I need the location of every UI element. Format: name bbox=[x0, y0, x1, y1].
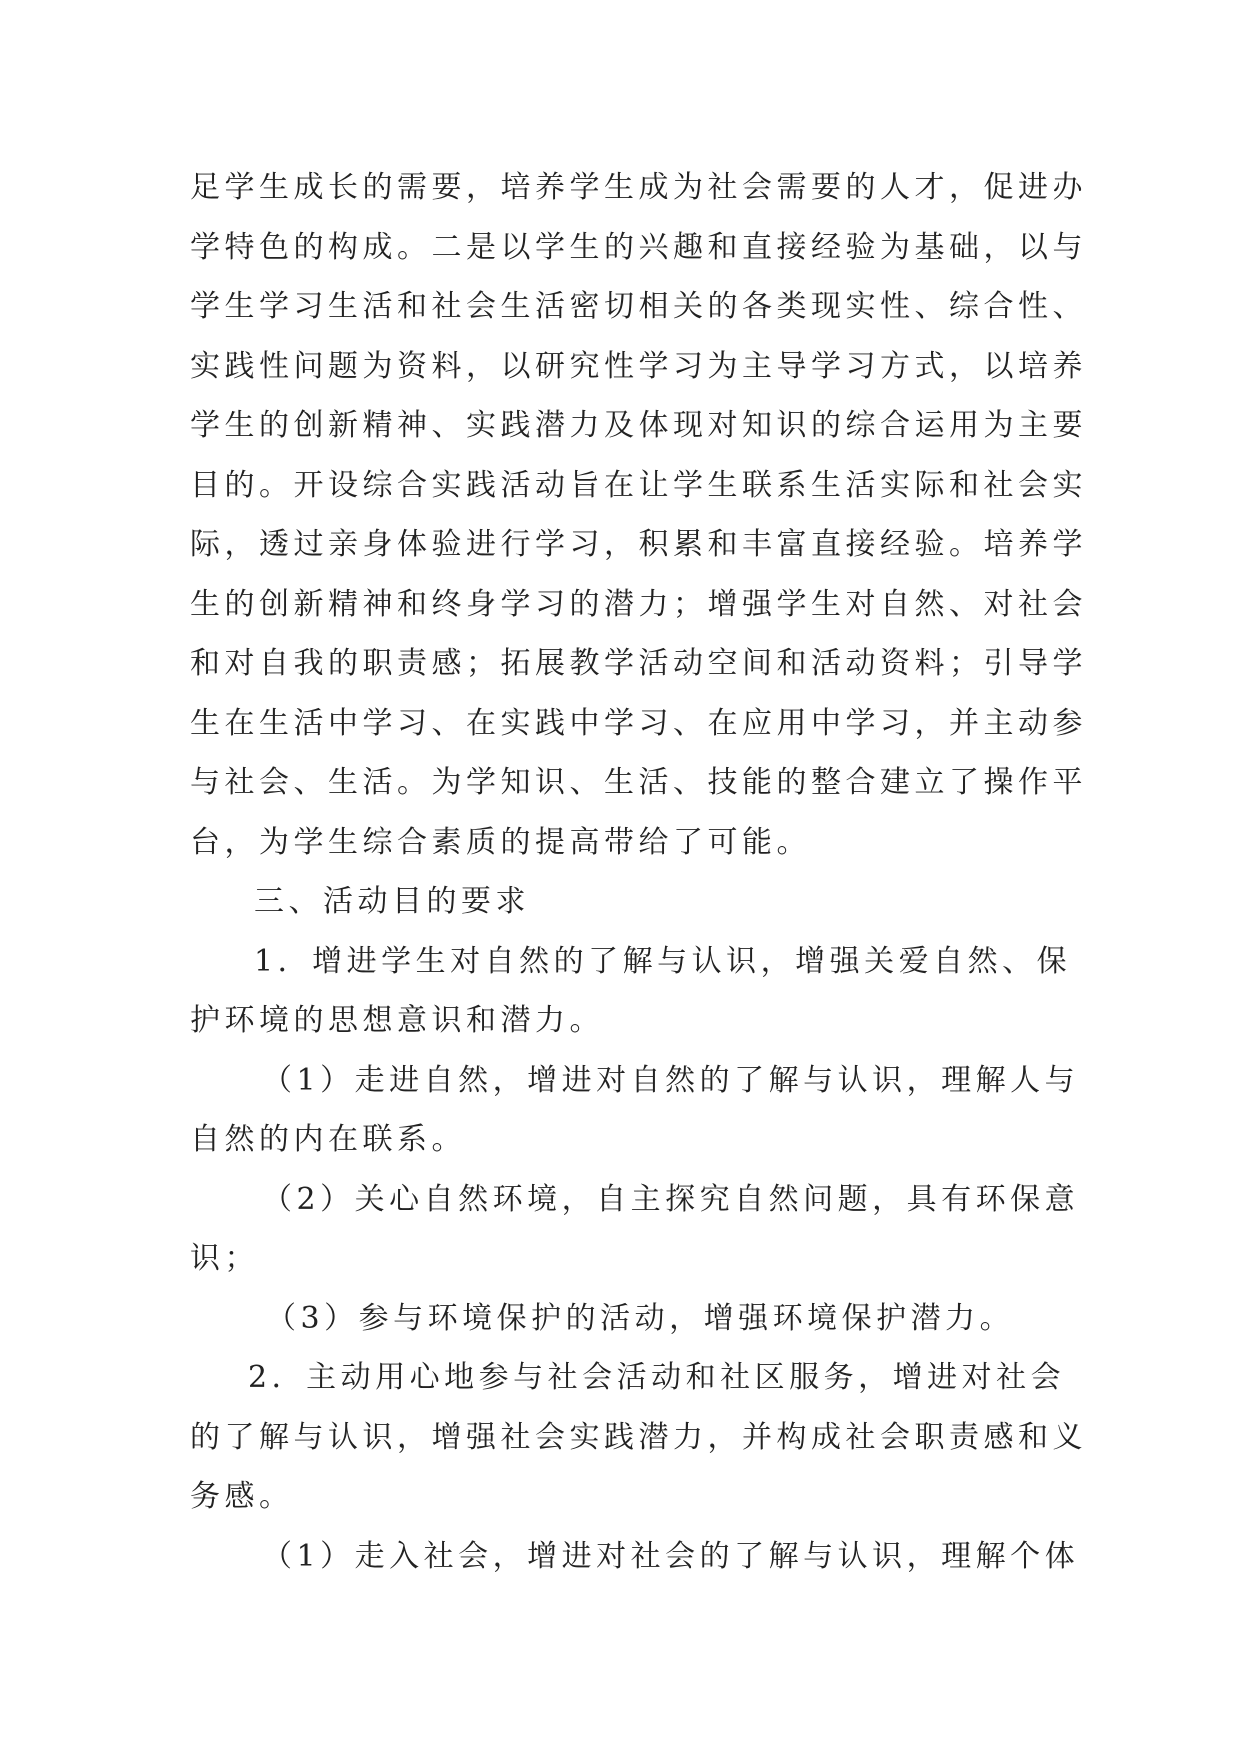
text-line: 学生的创新精神、实践潜力及体现对知识的综合运用为主要 bbox=[190, 408, 1087, 443]
text-line: 台，为学生综合素质的提高带给了可能。 bbox=[190, 824, 811, 860]
sub-item: （2）关心自然环境，自主探究自然问题，具有环保意 bbox=[262, 1181, 1080, 1217]
text-line: 识； bbox=[190, 1241, 259, 1276]
text-line: 实践性问题为资料，以研究性学习为主导学习方式，以培养 bbox=[190, 348, 1087, 384]
text-line: 学生学习生活和社会生活密切相关的各类现实性、综合性、 bbox=[190, 289, 1087, 324]
numbered-item: 2．主动用心地参与社会活动和社区服务，增进对社会 bbox=[248, 1360, 1066, 1395]
text-line: 的了解与认识，增强社会实践潜力，并构成社会职责感和义 bbox=[190, 1419, 1087, 1455]
text-line: 目的。开设综合实践活动旨在让学生联系生活实际和社会实 bbox=[190, 467, 1087, 503]
text-line: 生的创新精神和终身学习的潜力；增强学生对自然、对社会 bbox=[190, 586, 1087, 622]
text-line: 足学生成长的需要，培养学生成为社会需要的人才，促进办 bbox=[190, 170, 1087, 205]
text-line: 与社会、生活。为学知识、生活、技能的整合建立了操作平 bbox=[190, 765, 1087, 800]
text-line: 生在生活中学习、在实践中学习、在应用中学习，并主动参 bbox=[190, 705, 1087, 741]
text-line: 自然的内在联系。 bbox=[190, 1122, 466, 1157]
body-text bbox=[190, 158, 1087, 1586]
text-line: 学特色的构成。二是以学生的兴趣和直接经验为基础，以与 bbox=[190, 229, 1087, 265]
text-line: 际，透过亲身体验进行学习，积累和丰富直接经验。培养学 bbox=[190, 527, 1087, 562]
text-line: 护环境的思想意识和潜力。 bbox=[190, 1003, 604, 1038]
sub-item: （3）参与环境保护的活动，增强环境保护潜力。 bbox=[266, 1300, 1015, 1336]
sub-item: （1）走进自然，增进对自然的了解与认识，理解人与 bbox=[262, 1062, 1080, 1098]
text-line: 和对自我的职责感；拓展教学活动空间和活动资料；引导学 bbox=[190, 646, 1087, 681]
sub-item: （1）走入社会，增进对社会的了解与认识，理解个体 bbox=[262, 1538, 1080, 1574]
section-heading: 三、活动目的要求 bbox=[254, 884, 530, 919]
numbered-item: 1．增进学生对自然的了解与认识，增强关爱自然、保 bbox=[254, 943, 1072, 979]
text-line: 务感。 bbox=[190, 1479, 294, 1514]
